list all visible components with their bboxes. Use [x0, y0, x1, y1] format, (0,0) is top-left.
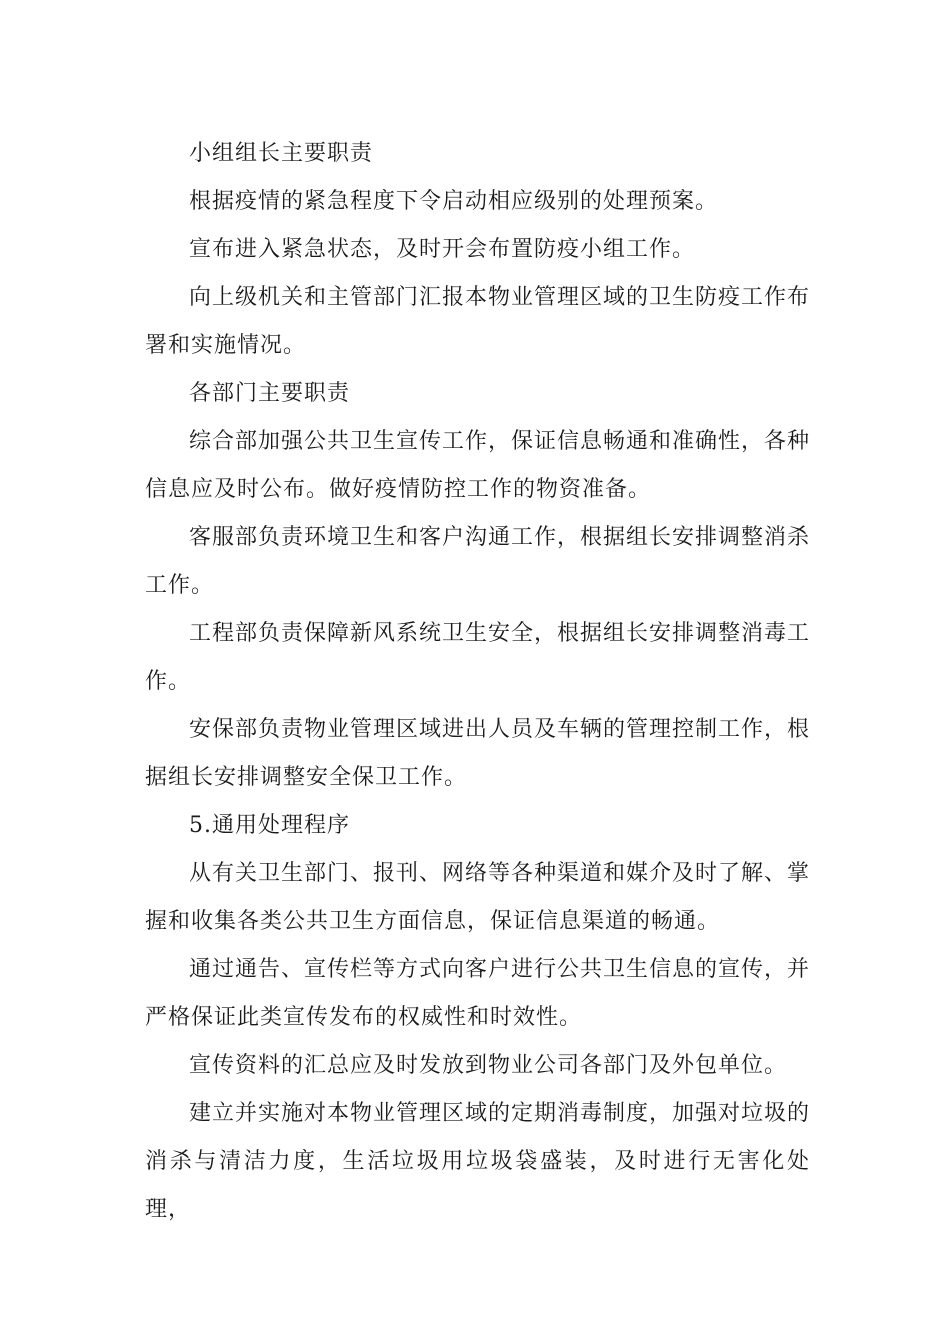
paragraph: 宣布进入紧急状态，及时开会布置防疫小组工作。: [189, 237, 696, 262]
document-body: [145, 130, 810, 1234]
paragraph: 建立并实施对本物业管理区域的定期消毒制度，加强对垃圾的消杀与清洁力度，生活垃圾用垃圾袋盛装，及时进行无害化处理，: [145, 1101, 811, 1222]
heading-general-procedure: 5.通用处理程序: [189, 813, 350, 838]
heading-department-duties: 各部门主要职责: [189, 381, 351, 406]
paragraph: 从有关卫生部门、报刊、网络等各种渠道和媒介及时了解、掌握和收集各类公共卫生方面信息，保证信息渠道的畅通。: [145, 861, 811, 934]
paragraph: 根据疫情的紧急程度下令启动相应级别的处理预案。: [189, 189, 719, 214]
paragraph: 向上级机关和主管部门汇报本物业管理区域的卫生防疫工作布署和实施情况。: [145, 285, 811, 358]
paragraph: 通过通告、宣传栏等方式向客户进行公共卫生信息的宣传，并严格保证此类宣传发布的权威性和时效性。: [145, 957, 811, 1030]
paragraph: 宣传资料的汇总应及时发放到物业公司各部门及外包单位。: [189, 1053, 788, 1078]
paragraph: 客服部负责环境卫生和客户沟通工作，根据组长安排调整消杀工作。: [145, 525, 811, 598]
paragraph: 综合部加强公共卫生宣传工作，保证信息畅通和准确性，各种信息应及时公布。做好疫情防控工作的物资准备。: [145, 429, 811, 502]
paragraph: 工程部负责保障新风系统卫生安全，根据组长安排调整消毒工作。: [145, 621, 811, 694]
heading-leader-duties: 小组组长主要职责: [189, 141, 374, 166]
paragraph: 安保部负责物业管理区域进出人员及车辆的管理控制工作，根据组长安排调整安全保卫工作。: [145, 717, 811, 790]
